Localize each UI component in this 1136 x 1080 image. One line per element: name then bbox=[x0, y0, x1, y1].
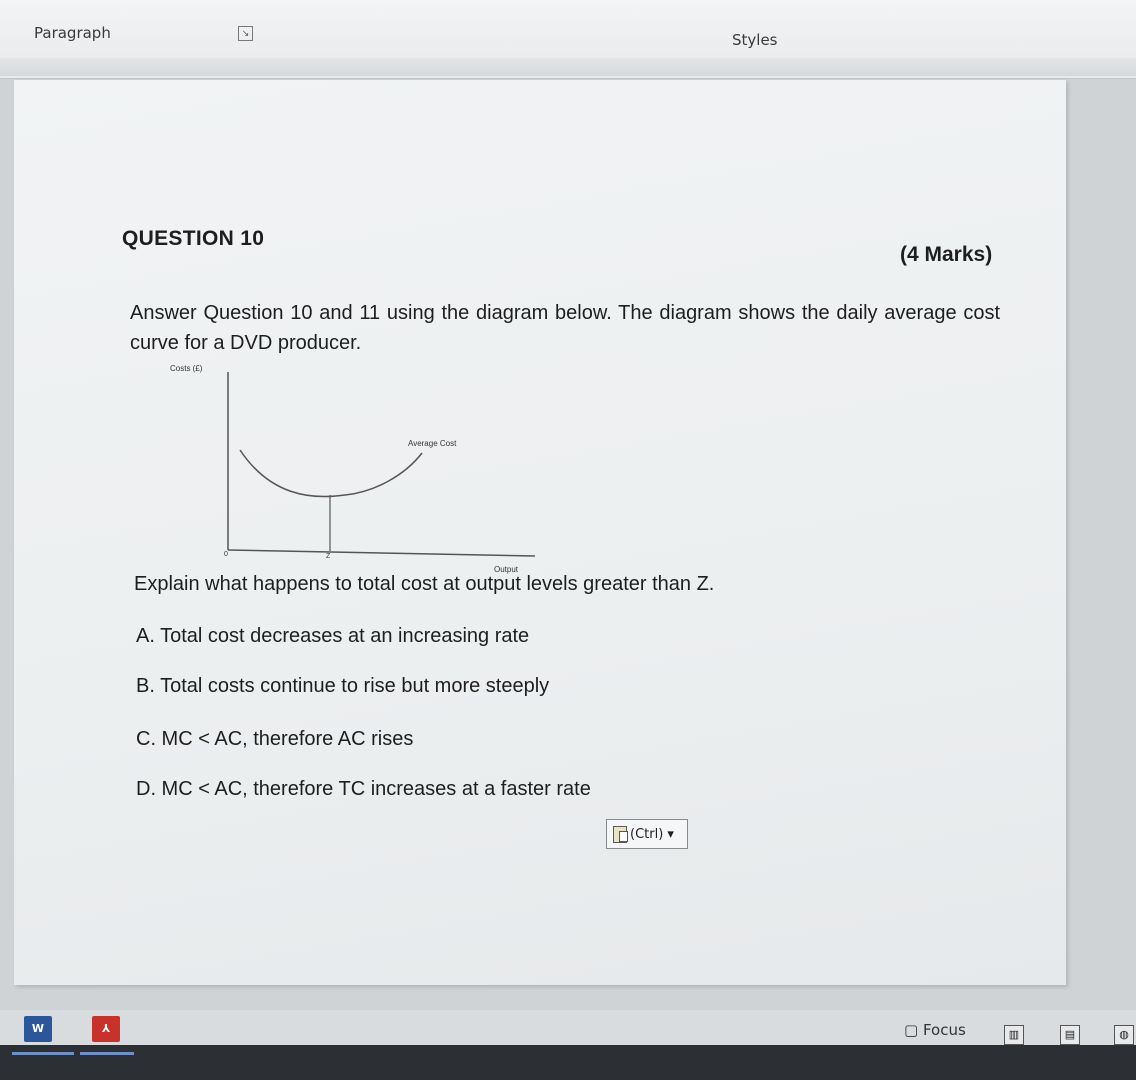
web-layout-icon[interactable]: ◍ bbox=[1114, 1025, 1134, 1045]
x-axis-label: Output bbox=[494, 565, 519, 574]
styles-group-label: Styles bbox=[732, 31, 778, 49]
paste-options-button[interactable] bbox=[606, 819, 688, 849]
question-title: QUESTION 10 bbox=[122, 227, 265, 250]
focus-label: Focus bbox=[922, 1021, 966, 1039]
paste-options-label: (Ctrl) ▾ bbox=[630, 826, 674, 842]
word-active-indicator bbox=[12, 1052, 74, 1055]
average-cost-diagram bbox=[160, 360, 550, 580]
z-label: Z bbox=[326, 553, 331, 560]
ribbon bbox=[0, 0, 1136, 79]
pdf-active-indicator bbox=[80, 1052, 134, 1055]
focus-icon: ▢ bbox=[904, 1021, 919, 1039]
origin-label: 0 bbox=[224, 551, 228, 558]
curve-label: Average Cost bbox=[408, 439, 457, 448]
y-axis-label: Costs (£) bbox=[170, 364, 203, 373]
option-c: C. MC < AC, therefore AC rises bbox=[136, 728, 414, 750]
print-layout-icon[interactable]: ▤ bbox=[1060, 1025, 1080, 1045]
word-taskbar-icon[interactable]: W bbox=[24, 1016, 52, 1042]
question-text: Explain what happens to total cost at output levels greater than Z. bbox=[134, 573, 715, 595]
question-marks: (4 Marks) bbox=[900, 243, 993, 266]
option-b: B. Total costs continue to rise but more steeply bbox=[136, 675, 550, 697]
ribbon-separator bbox=[0, 58, 1136, 76]
option-a: A. Total cost decreases at an increasing rate bbox=[136, 625, 530, 647]
paragraph-dialog-launcher-icon[interactable]: ↘ bbox=[238, 26, 253, 41]
taskbar bbox=[0, 1045, 1136, 1080]
average-cost-curve bbox=[240, 450, 422, 497]
paragraph-group-label: Paragraph bbox=[34, 24, 111, 42]
read-mode-icon[interactable]: ▥ bbox=[1004, 1025, 1024, 1045]
question-intro: Answer Question 10 and 11 using the diagram below. The diagram shows the daily average cost curve for a DVD producer. bbox=[130, 302, 1000, 354]
clipboard-icon bbox=[613, 826, 627, 843]
pdf-taskbar-icon[interactable]: ⅄ bbox=[92, 1016, 120, 1042]
focus-mode-button[interactable] bbox=[904, 1021, 966, 1039]
x-axis bbox=[228, 550, 535, 556]
option-d: D. MC < AC, therefore TC increases at a faster rate bbox=[136, 778, 591, 800]
